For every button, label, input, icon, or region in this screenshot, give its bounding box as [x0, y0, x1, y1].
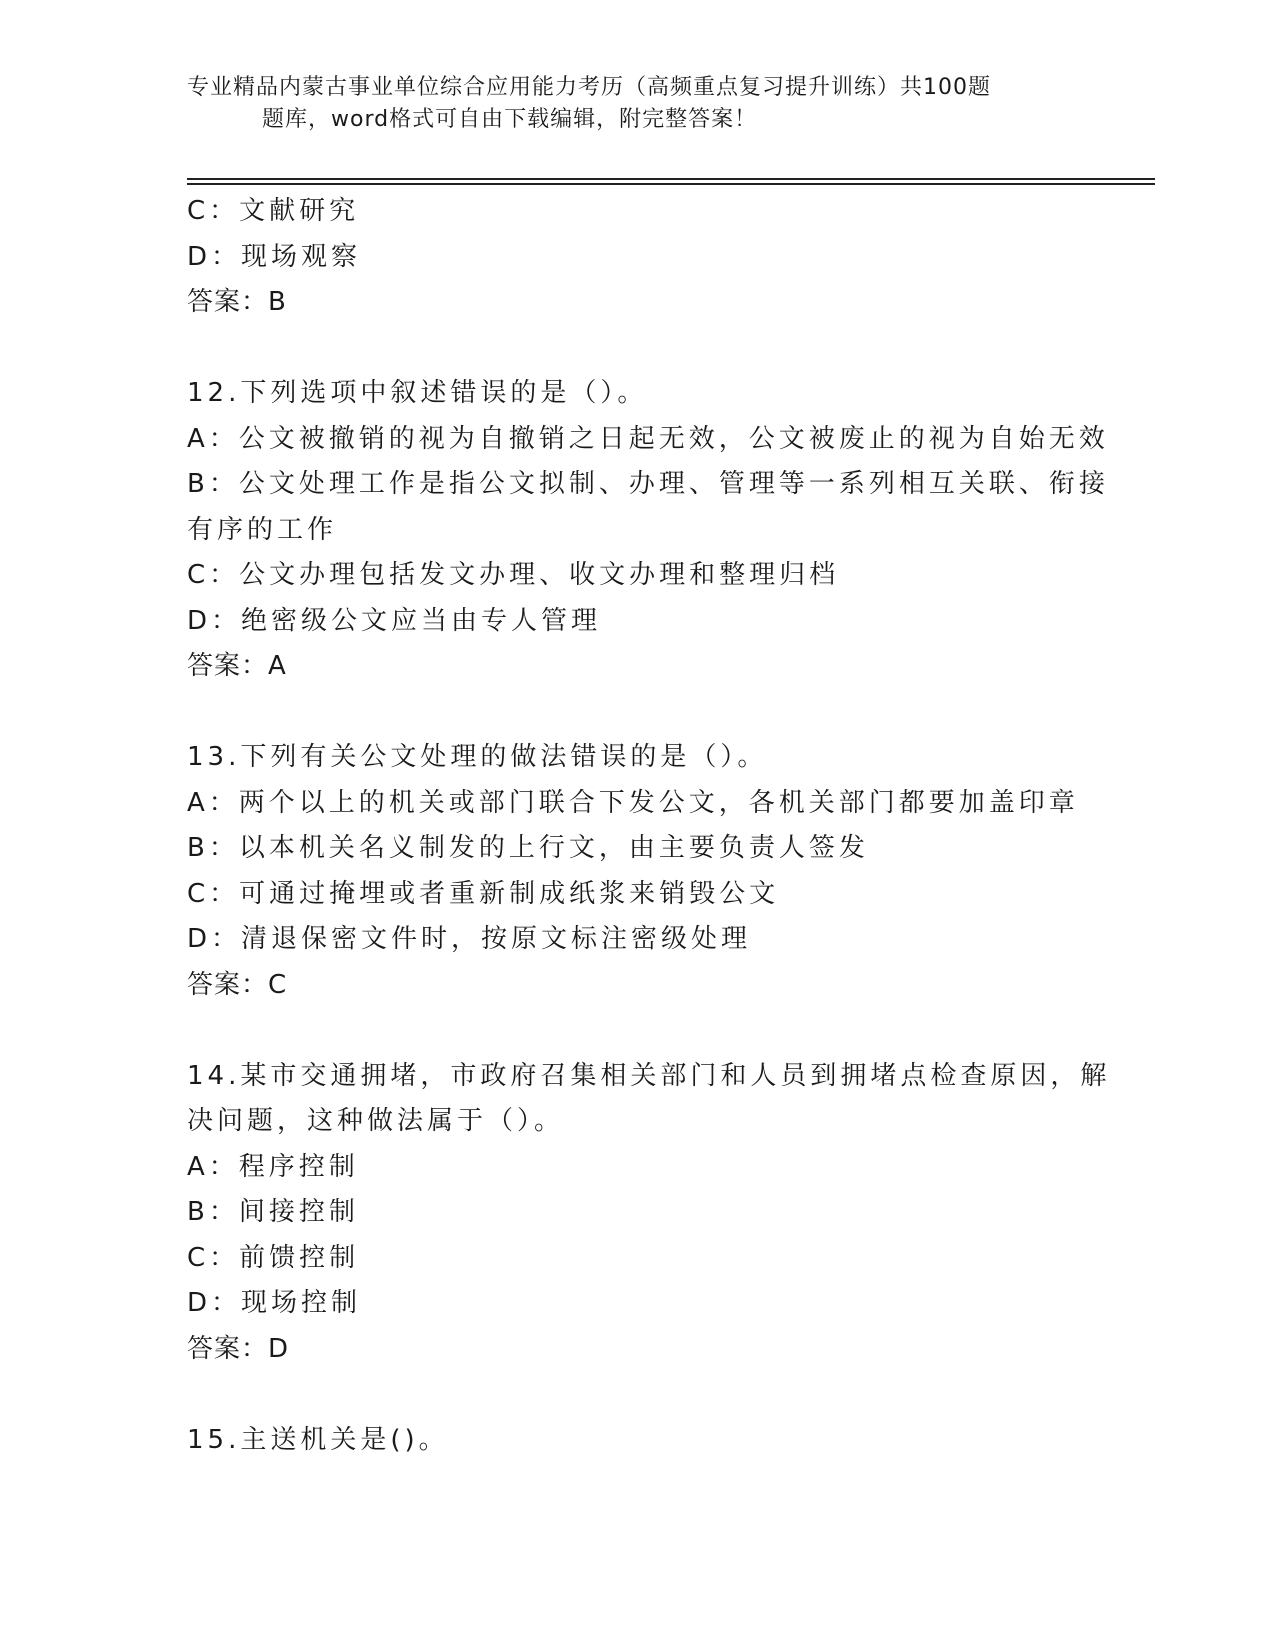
option-b-continued: 有序的工作	[187, 514, 338, 545]
spacer	[187, 326, 1087, 372]
option-d: D：现场控制	[187, 1288, 362, 1318]
answer-line: 答案：C	[187, 969, 288, 1000]
option-c: C：公文办理包括发文办理、收文办理和整理归档	[187, 560, 840, 590]
option-b: B：公文处理工作是指公文拟制、办理、管理等一系列相互关联、衔接	[187, 469, 1109, 499]
question-content	[187, 189, 1111, 1463]
option-d: D：绝密级公文应当由专人管理	[187, 605, 602, 636]
page-header	[187, 72, 1087, 136]
answer-line: 答案：A	[187, 651, 287, 681]
option-b: B：间接控制	[187, 1197, 359, 1227]
option-a: A：公文被撤销的视为自撤销之日起无效，公文被废止的视为自始无效	[187, 423, 1109, 454]
answer-line: 答案：D	[187, 1333, 290, 1364]
option-d: D：清退保密文件时，按原文标注密级处理	[187, 924, 752, 954]
question-stem: 15.主送机关是()。	[187, 1424, 449, 1455]
option-a: A：两个以上的机关或部门联合下发公文，各机关部门都要加盖印章	[187, 787, 1079, 818]
header-rule-top	[187, 178, 1155, 180]
header-title-line1: 专业精品内蒙古事业单位综合应用能力考历（高频重点复习提升训练）共100题	[187, 75, 991, 100]
spacer	[187, 690, 1087, 736]
option-c: C：可通过掩埋或者重新制成纸浆来销毁公文	[187, 878, 780, 909]
question-stem: 12.下列选项中叙述错误的是（）。	[187, 378, 648, 408]
header-title-line2: 题库，word格式可自由下载编辑，附完整答案！	[262, 107, 758, 132]
spacer	[187, 1372, 1087, 1418]
question-stem: 13.下列有关公文处理的做法错误的是（）。	[187, 742, 768, 772]
option-c: C：前馈控制	[187, 1242, 360, 1273]
answer-line: 答案：B	[187, 287, 287, 317]
question-stem: 14.某市交通拥堵，市政府召集相关部门和人员到拥堵点检查原因，解	[187, 1060, 1111, 1091]
header-rule-bottom	[187, 183, 1155, 185]
option-b: B：以本机关名义制发的上行文，由主要负责人签发	[187, 833, 869, 863]
option-a: A：程序控制	[187, 1151, 359, 1182]
option-c: C：文献研究	[187, 196, 360, 226]
question-stem-continued: 决问题，这种做法属于（）。	[187, 1106, 565, 1136]
spacer	[187, 1008, 1087, 1054]
option-d: D：现场观察	[187, 241, 362, 272]
